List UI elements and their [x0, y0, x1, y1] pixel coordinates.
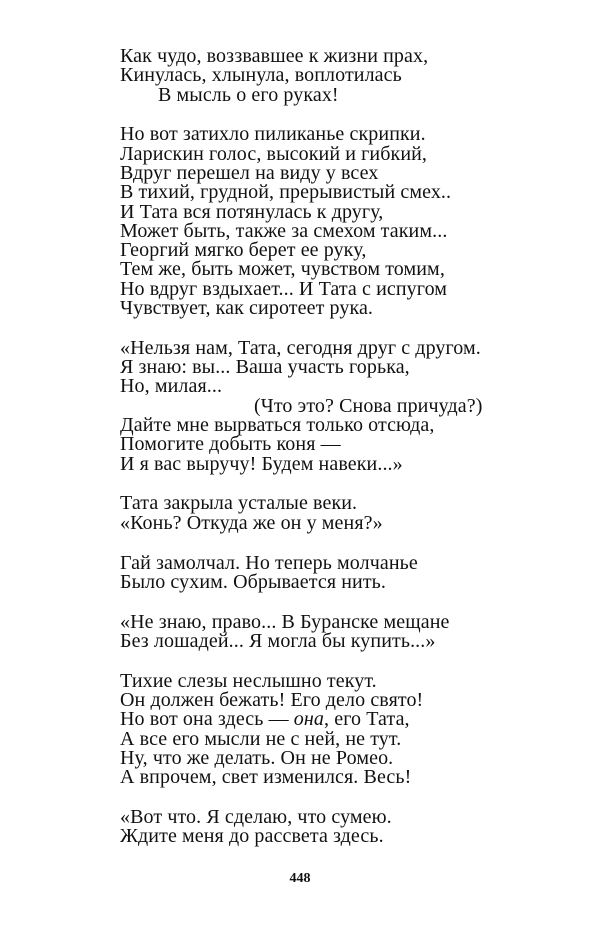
line-text: Тем же, быть может, чувством томим, — [120, 258, 445, 281]
line-text: Как чудо, воззвавшее к жизни прах, — [120, 45, 429, 67]
stanza — [120, 47, 560, 105]
poem-line — [120, 452, 560, 475]
poem-line — [120, 570, 560, 593]
line-text: Тихие слезы неслышно текут. — [120, 669, 377, 692]
line-text: Ну, что же делать. Он не Ромео. — [120, 746, 394, 769]
stanza — [120, 610, 560, 652]
line-text: Ларискин голос, высокий и гибкий, — [120, 142, 428, 165]
line-text: В мысль о его руках! — [158, 83, 339, 106]
stanza — [120, 669, 560, 789]
line-text: Вдруг перешел на виду у всех — [120, 161, 379, 184]
line-text: Ждите меня до рассвета здесь. — [120, 825, 384, 848]
line-text: Но, милая... — [120, 375, 223, 398]
line-text: Но вдруг вздыхает... И Тата с испугом — [120, 277, 448, 300]
line-text: Но вот затихло пиликанье скрипки. — [120, 123, 426, 146]
line-text: Георгий мягко берет ее руку, — [120, 239, 367, 262]
line-text: Тата закрыла усталые веки. — [120, 492, 358, 515]
poem-line — [120, 299, 560, 318]
line-text: Кинулась, хлынула, воплотилась — [120, 64, 402, 87]
line-text: «Нельзя нам, Тата, сегодня друг с другом. — [120, 336, 481, 359]
line-text: А все его мысли не с ней, не тут. — [120, 727, 402, 750]
line-text: Он должен бежать! Его дело свято! — [120, 689, 424, 712]
stanza — [120, 551, 560, 593]
line-text: «Вот что. Я сделаю, что сумею. — [120, 806, 392, 828]
line-text-after: , его Тата, — [324, 708, 410, 731]
line-text: В тихий, грудной, прерывистый смех.. — [120, 181, 452, 204]
line-text: «Конь? Откуда же он у меня?» — [120, 511, 383, 534]
stanza — [120, 125, 560, 318]
line-text: Дайте мне вырваться только отсюда, — [120, 414, 435, 437]
poem-line — [120, 629, 560, 652]
page-number: 448 — [289, 871, 311, 886]
line-text: «Не знаю, право... В Буранске мещане — [120, 610, 450, 633]
line-text: И я вас выручу! Будем навеки...» — [120, 452, 403, 475]
poem-line — [120, 768, 560, 787]
poem-line — [120, 83, 560, 106]
line-text: И Тата вся потянулась к другу, — [120, 200, 384, 223]
line-text: Помогите добыть коня — — [120, 433, 341, 456]
line-text: Было сухим. Обрывается нить. — [120, 570, 386, 593]
line-text: Я знаю: вы... Ваша участь горька, — [120, 356, 410, 379]
poem-line — [120, 511, 560, 534]
line-text: (Что это? Снова причуда?) — [254, 394, 483, 417]
line-text: Чувствует, как сиротеет рука. — [120, 297, 374, 320]
line-text: А впрочем, свет изменился. Весь! — [120, 766, 412, 789]
line-text: Без лошадей... Я могла бы купить...» — [120, 629, 436, 652]
line-text: Гай замолчал. Но теперь молчанье — [120, 551, 418, 574]
line-emphasis: она — [293, 708, 325, 731]
stanza — [120, 494, 560, 533]
stanza — [120, 336, 560, 475]
line-text: Но вот она здесь — — [120, 708, 294, 731]
line-text: Может быть, также за смехом таким... — [120, 219, 448, 242]
poem-line — [120, 827, 560, 846]
poem-text — [120, 47, 560, 867]
stanza — [120, 808, 560, 847]
